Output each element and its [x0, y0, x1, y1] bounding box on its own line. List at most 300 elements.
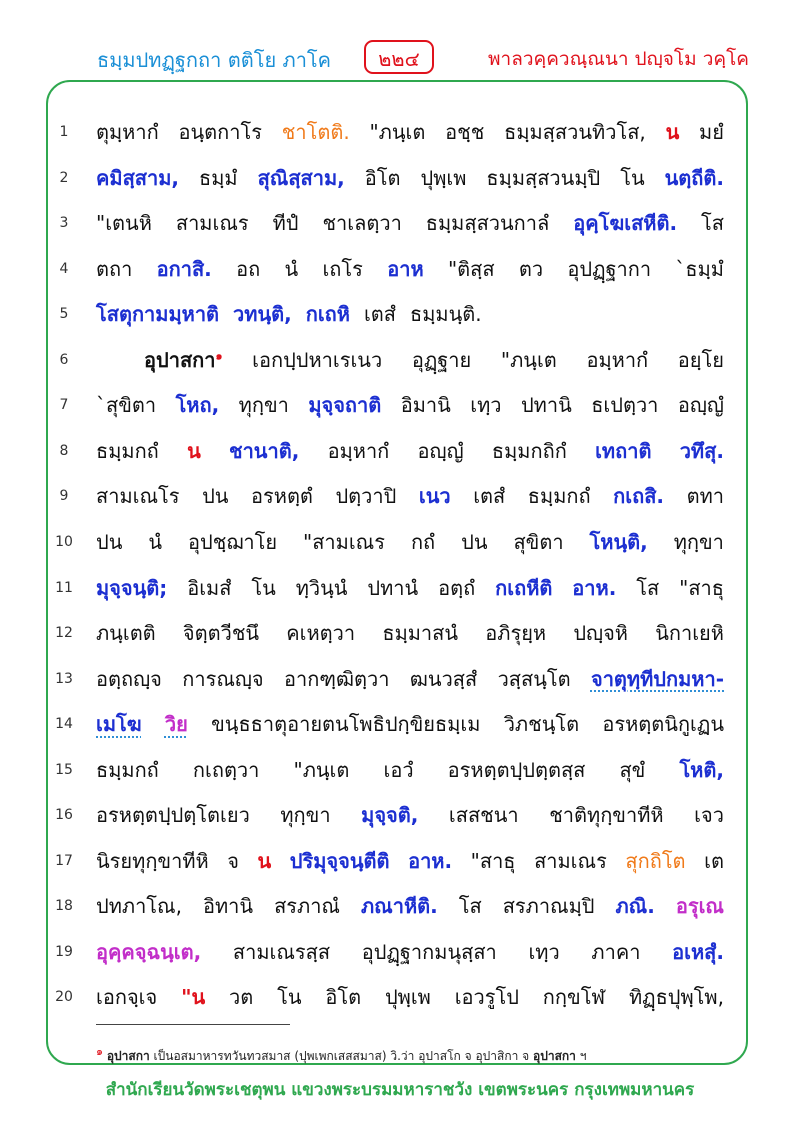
- word-text: ปุพฺเพ: [384, 985, 431, 1010]
- word-text: อรหตฺตปฺปตฺตสฺส: [447, 757, 586, 782]
- word: [498, 663, 571, 695]
- line-number: 11: [55, 579, 73, 596]
- word-text: "ติสฺส: [447, 256, 495, 281]
- word-text: ปญฺจหิ: [573, 621, 628, 646]
- word: [504, 116, 646, 148]
- word: [274, 890, 340, 922]
- word-text: มุจฺจถาติ: [308, 393, 382, 418]
- word-text: ตถา: [96, 256, 133, 281]
- text-line: [96, 112, 724, 152]
- chapter-title: พาลวคฺควณฺณนา ปญฺจโม วคฺโค: [488, 48, 749, 70]
- word-text: เทฺว: [528, 939, 560, 964]
- word: [694, 799, 724, 831]
- word: [367, 572, 418, 604]
- word: [521, 389, 572, 421]
- word: [486, 162, 600, 194]
- word-text: ขนฺธธาตุอายตนโพธิปกฺขิยธมฺเม: [211, 712, 481, 737]
- word: [449, 799, 519, 831]
- word: [181, 981, 205, 1013]
- word: [679, 572, 724, 604]
- line-number: 14: [55, 716, 73, 733]
- word: [438, 572, 475, 604]
- word-text: เมโฆ: [96, 712, 142, 737]
- word-text: อิโต: [364, 165, 401, 190]
- word: [543, 981, 605, 1013]
- word: [701, 207, 724, 239]
- word-text: กเถสิ.: [613, 484, 665, 509]
- word: [157, 253, 212, 285]
- word-text: อเหสุํ.: [672, 939, 724, 964]
- word-text: สรภาณํ: [274, 894, 340, 919]
- word-text: อตฺถญฺจ: [96, 666, 162, 691]
- word-text: ธมฺมสฺสวนทิวโส,: [504, 120, 646, 144]
- word: [182, 663, 263, 695]
- word-text: เอกปฺปหาเรเนว: [252, 347, 383, 372]
- word: [573, 617, 628, 649]
- word: [187, 435, 201, 467]
- word: [96, 890, 182, 922]
- word: [704, 845, 724, 877]
- word-text: อาห.: [572, 575, 617, 600]
- word: [421, 162, 467, 194]
- word-text: โน: [251, 575, 276, 600]
- word-text: นํ: [148, 529, 163, 554]
- word-text: กเถหิ: [305, 302, 350, 327]
- word: [251, 480, 313, 512]
- line-number: 19: [55, 943, 73, 960]
- footnote-end: ฯ: [575, 1049, 587, 1063]
- word-text: อุคฺโฆเสหีติ.: [573, 211, 678, 236]
- word: [96, 207, 152, 239]
- word: [401, 389, 451, 421]
- text-line: [96, 795, 724, 835]
- word: [273, 207, 299, 239]
- word: [495, 572, 552, 604]
- word: [258, 845, 272, 877]
- word-text: น: [665, 120, 680, 144]
- word-text: อตฺถํ: [438, 575, 476, 600]
- word: [96, 480, 180, 512]
- word-text: ธมฺมํ: [199, 165, 238, 190]
- word-text: อุปชฺฌาโย: [187, 529, 278, 554]
- word: [96, 526, 122, 558]
- word: [277, 981, 301, 1013]
- word: [369, 116, 425, 148]
- word-text: กถํ: [410, 529, 436, 554]
- word-text: เทฺว: [470, 393, 502, 418]
- word: [573, 207, 677, 239]
- word-text: ฒนวสฺสํ: [409, 666, 478, 691]
- word-text: อิทานิ: [202, 894, 254, 919]
- word: [636, 572, 659, 604]
- word-text: โน: [277, 985, 302, 1010]
- word: [96, 435, 159, 467]
- word: [595, 435, 651, 467]
- word: [419, 480, 451, 512]
- word-text: น: [187, 438, 201, 463]
- text-line: [96, 750, 724, 790]
- text-line: [96, 704, 724, 744]
- word-text: โส: [458, 894, 482, 919]
- word: [602, 708, 724, 740]
- word-text: ทีปํ: [272, 211, 299, 236]
- word: [361, 799, 418, 831]
- text-line: [96, 568, 724, 608]
- word: [513, 526, 563, 558]
- word: [412, 344, 471, 376]
- word: [202, 480, 228, 512]
- word-text: ปน: [96, 529, 123, 554]
- word-text: ภนฺเตติ: [96, 621, 156, 646]
- word: [239, 389, 289, 421]
- word-text: วิภชนฺโต: [503, 712, 580, 737]
- word: [96, 253, 132, 285]
- word: [365, 162, 401, 194]
- word: [322, 253, 362, 285]
- word: [625, 845, 685, 877]
- text-line: [96, 886, 724, 926]
- word: [96, 936, 201, 968]
- word-text: ธมฺมสฺสวนกาลํ: [425, 211, 550, 236]
- footnote-ref-marker: ๑: [215, 349, 223, 363]
- word: [572, 572, 616, 604]
- word-text: สามเณรสฺส: [232, 939, 331, 964]
- word: [503, 890, 595, 922]
- word-text: เอวรูโป: [454, 985, 519, 1010]
- word: [96, 617, 156, 649]
- word-text: "สาธุ: [470, 848, 516, 873]
- word-text: อุปฏฺฐากมนุสฺสา: [361, 939, 497, 964]
- word-text: ชาติทุกฺขาทีหิ: [549, 803, 664, 828]
- footnote-tail: อุปาสกา: [533, 1049, 576, 1063]
- line-number: 20: [55, 989, 73, 1006]
- word: [666, 116, 680, 148]
- word: [96, 298, 219, 330]
- word-text: ธมฺมสฺสวนมฺปิ: [486, 165, 601, 190]
- word-text: ตุมฺหากํ: [96, 120, 159, 144]
- text-line: [96, 476, 724, 516]
- word-text: นตฺถีติ.: [664, 165, 724, 190]
- line-number: 8: [59, 442, 69, 459]
- word: [176, 207, 249, 239]
- footnote-text: เป็นอสมาหารทวันทวสมาส (ปุพเพกเสสสมาส) วิ.ว่า อุปาสโก จ อุปาสิกา จ: [149, 1049, 534, 1063]
- word-text: มุจฺจติ,: [361, 803, 419, 828]
- word: [629, 981, 724, 1013]
- word: [282, 116, 350, 148]
- word: [187, 572, 231, 604]
- word-text: เตสํ: [363, 302, 396, 327]
- word-text: โหติ,: [679, 757, 724, 782]
- word-text: อกาสิ.: [156, 256, 212, 281]
- word-text: `ธมฺมํ: [675, 256, 724, 281]
- word: [448, 754, 586, 786]
- word-text: จาตุทฺทีปกมหา-: [590, 666, 724, 691]
- word: [308, 389, 381, 421]
- word: [306, 298, 350, 330]
- word-text: สรภาณมฺปิ: [502, 894, 595, 919]
- word-text: เต: [704, 848, 724, 873]
- word: [385, 981, 431, 1013]
- word-text: อุปาสกา: [144, 347, 216, 372]
- word-text: ปน: [461, 529, 488, 554]
- line-number: 5: [59, 306, 69, 323]
- word-text: มุจฺจนฺติ;: [96, 575, 168, 600]
- word-text: "สาธุ: [679, 575, 724, 600]
- word-text: อุฏฺฐาย: [411, 347, 472, 372]
- word: [211, 708, 480, 740]
- word: [280, 799, 330, 831]
- word-text: เอกจฺเจ: [96, 985, 158, 1010]
- word: [591, 663, 724, 695]
- word: [387, 253, 423, 285]
- word: [96, 663, 162, 695]
- text-line: [96, 613, 724, 653]
- line-number: 10: [55, 533, 73, 550]
- text-line: [96, 249, 724, 289]
- word: [96, 799, 250, 831]
- text-line: [96, 385, 724, 425]
- word: [229, 981, 253, 1013]
- word-text: ทฺวินฺนํ: [295, 575, 348, 600]
- word: [687, 480, 724, 512]
- word: [325, 981, 361, 1013]
- word-text: ปริมุจฺจนฺตีติ: [289, 848, 390, 873]
- word: [418, 435, 464, 467]
- word: [411, 526, 435, 558]
- word: [236, 253, 260, 285]
- word: [655, 617, 724, 649]
- word-text: อญฺญํ: [417, 438, 464, 463]
- word-text: อชฺช: [445, 120, 485, 144]
- word: [678, 344, 724, 376]
- word-text: คมิสฺสาม,: [96, 165, 179, 190]
- word: [251, 572, 275, 604]
- word: [383, 754, 413, 786]
- word: [165, 708, 188, 740]
- word: [410, 663, 477, 695]
- word: [96, 754, 159, 786]
- word-text: อุปฏฺฐากา: [567, 256, 652, 281]
- word: [193, 754, 260, 786]
- word: [675, 253, 724, 285]
- word-text: โหถ,: [175, 393, 220, 418]
- word: [96, 162, 179, 194]
- word: [519, 253, 543, 285]
- word: [362, 936, 497, 968]
- word: [591, 389, 658, 421]
- word-text: ทุกฺขา: [280, 803, 331, 828]
- word-text: `สุขิตา: [96, 393, 157, 418]
- word-text: กเถหีติ: [495, 575, 553, 600]
- word-text: ปตฺวาปิ: [335, 484, 397, 509]
- word-text: อนฺตกาโร: [178, 120, 262, 144]
- line-number: 3: [59, 215, 69, 232]
- word-text: อถ: [236, 256, 261, 281]
- word-text: สุกถิโต: [625, 848, 686, 873]
- word: [96, 981, 157, 1013]
- word-text: กเถตฺวา: [192, 757, 260, 782]
- word-text: ชานาติ,: [229, 438, 300, 463]
- word-text: น: [257, 848, 272, 873]
- word: [203, 890, 253, 922]
- word-text: "เตนหิ: [96, 211, 152, 236]
- word-text: ภณาหีติ.: [360, 894, 438, 919]
- footnote-head: อุปาสกา: [106, 1049, 150, 1063]
- word-text: สามเณร: [175, 211, 249, 236]
- word-text: โส: [701, 211, 724, 236]
- word: [290, 845, 390, 877]
- word-text: อภิรุยฺห: [485, 621, 547, 646]
- word: [445, 116, 484, 148]
- word-text: อมฺหากํ: [327, 438, 390, 463]
- text-line: [96, 977, 724, 1017]
- word: [679, 754, 724, 786]
- word-text: เสสชนา: [448, 803, 519, 828]
- word: [96, 708, 142, 740]
- footnote: [96, 1042, 586, 1066]
- word-text: สุณิสฺสาม,: [257, 165, 345, 190]
- word-text: อมฺหากํ: [586, 347, 649, 372]
- word: [619, 754, 645, 786]
- word: [676, 890, 724, 922]
- word: [665, 162, 724, 194]
- word: [674, 526, 724, 558]
- word: [96, 116, 159, 148]
- word: [296, 572, 348, 604]
- word: [504, 708, 579, 740]
- word-text: มยํ: [699, 120, 724, 144]
- word: [590, 526, 648, 558]
- word: [252, 344, 382, 376]
- word-text: ธมฺมกถํ: [96, 438, 159, 463]
- word-text: ตว: [518, 256, 544, 281]
- line-number: 1: [59, 124, 69, 140]
- word: [615, 890, 654, 922]
- word-text: ธมฺมนฺติ.: [410, 302, 482, 327]
- word: [426, 207, 550, 239]
- text-line: [96, 841, 724, 881]
- word-text: นํ: [284, 256, 299, 281]
- word: [501, 344, 557, 376]
- word: [286, 617, 355, 649]
- word-text: อญฺญํ: [677, 393, 724, 418]
- word-text: เถโร: [322, 256, 363, 281]
- word: [285, 253, 299, 285]
- word-text: ปุพฺเพ: [420, 165, 467, 190]
- word: [284, 663, 389, 695]
- word: [699, 116, 724, 148]
- word-text: "ภนฺเต: [500, 347, 557, 372]
- word: [567, 253, 651, 285]
- footnote-divider: [96, 1024, 290, 1025]
- word-text: เตสํ: [473, 484, 506, 509]
- word: [448, 253, 495, 285]
- word: [233, 936, 330, 968]
- word-text: อรุเณ: [675, 894, 724, 919]
- word-text: ปน: [202, 484, 229, 509]
- word: [680, 435, 724, 467]
- word: [591, 936, 640, 968]
- word-text: ปทภาโณ,: [96, 894, 182, 919]
- line-number: 12: [55, 625, 73, 642]
- word-text: วต: [229, 985, 254, 1010]
- word-text: เอวํ: [383, 757, 414, 782]
- word: [303, 526, 385, 558]
- word: [229, 435, 299, 467]
- word: [459, 890, 482, 922]
- text-line: [96, 158, 724, 198]
- word: [179, 116, 263, 148]
- word-text: โน: [620, 165, 645, 190]
- word-text: กกฺขโฬ: [542, 985, 606, 1010]
- word-text: ปทานิ: [520, 393, 572, 418]
- word-text: สุขิตา: [513, 529, 564, 554]
- line-number: 17: [55, 852, 73, 869]
- word-text: จ: [227, 848, 239, 873]
- word: [364, 298, 396, 330]
- line-number: 6: [59, 351, 69, 368]
- word-text: อรหตฺตนิกูเฏน: [602, 712, 724, 737]
- word: [534, 845, 607, 877]
- word-text: ภณิ.: [615, 894, 655, 919]
- word-text: อาห: [387, 256, 424, 281]
- word-text: อรหตฺตํ: [251, 484, 313, 509]
- footnote-marker: ๑: [96, 1045, 103, 1058]
- word: [328, 435, 390, 467]
- word: [322, 207, 401, 239]
- word: [188, 526, 277, 558]
- book-title: ธมฺมปทฏฺฐกถา ตติโย ภาโค: [97, 48, 332, 72]
- word: [471, 845, 516, 877]
- word: [148, 526, 162, 558]
- word: [294, 754, 350, 786]
- word-text: ชาเลตฺวา: [322, 211, 402, 236]
- word-text: ธมฺมาสนํ: [382, 621, 459, 646]
- line-number: 18: [55, 898, 73, 915]
- text-line: [144, 340, 724, 380]
- line-number: 16: [55, 807, 73, 824]
- word: [586, 344, 648, 376]
- word: [382, 617, 458, 649]
- word: [258, 162, 345, 194]
- word-text: อรหตฺตปฺปตฺโตเยว: [96, 803, 250, 828]
- word-text: วทึสุ.: [679, 438, 724, 463]
- word-text: คเหตฺวา: [286, 621, 356, 646]
- word: [408, 845, 452, 877]
- word: [549, 799, 663, 831]
- line-number: 13: [55, 670, 73, 687]
- word: [410, 298, 482, 330]
- word-text: นิรยทุกฺขาทีหิ: [96, 848, 209, 873]
- word-text: "ภนฺเต: [369, 120, 426, 144]
- word-text: สามเณร: [534, 848, 607, 873]
- text-line: [96, 431, 724, 471]
- word-text: วทนฺติ,: [233, 302, 292, 327]
- text-line: [96, 203, 724, 243]
- word-text: ธมฺมกถํ: [527, 484, 591, 509]
- word-text: อิโต: [325, 985, 362, 1010]
- word: [672, 936, 724, 968]
- word-text: วสฺสนฺโต: [497, 666, 571, 691]
- text-line: [96, 932, 724, 972]
- word: [176, 389, 220, 421]
- page-number-badge: ๒๒๔: [364, 40, 434, 74]
- word-text: ธมฺมกถํ: [96, 757, 159, 782]
- word-text: ทุกฺขา: [238, 393, 289, 418]
- word: [528, 936, 559, 968]
- word: [473, 480, 505, 512]
- word-text: โหนฺติ,: [589, 529, 648, 554]
